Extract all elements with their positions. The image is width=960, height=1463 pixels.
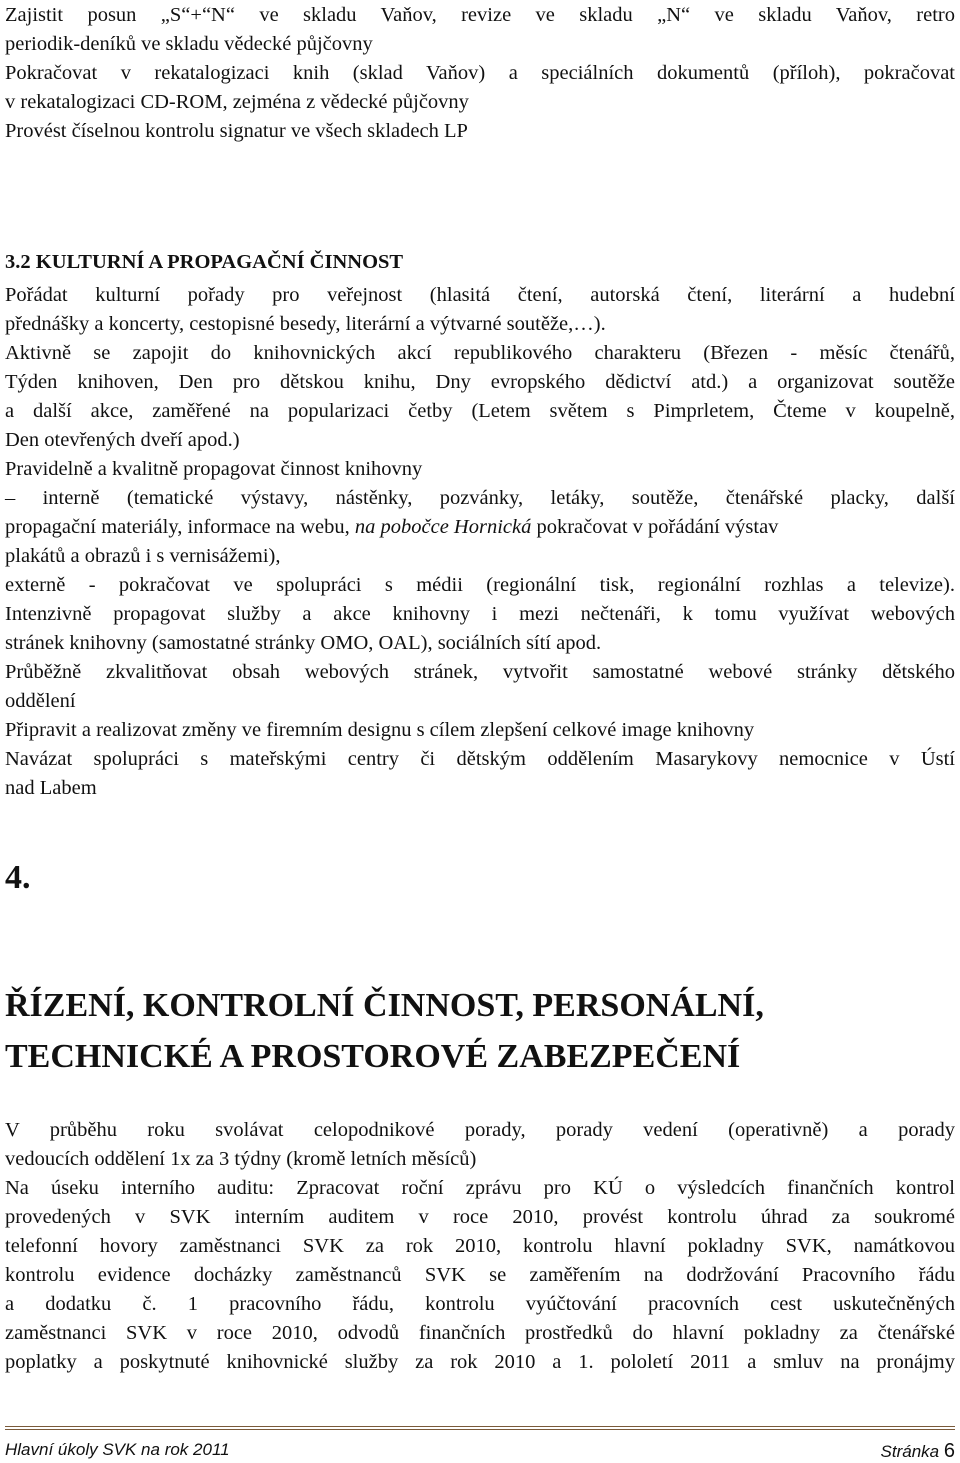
paragraph-line: nad Labem [5, 777, 97, 799]
section-3-2 [5, 248, 955, 803]
paragraph-line: stránek knihovny (samostatné stránky OMO, OAL), sociálních sítí apod. [5, 632, 602, 654]
paragraph-line: Pravidelně a kvalitně propagovat činnost knihovny [5, 458, 423, 480]
paragraph-line: Týden knihoven, Den pro dětskou knihu, Dny evropského dědictví atd.) a organizovat soutěže [5, 371, 955, 393]
italic-text: na pobočce Hornická [354, 516, 532, 538]
paragraph-line: externě - pokračovat ve spolupráci s médii (regionální tisk, regionální rozhlas a televize). [5, 574, 955, 596]
paragraph-line: a dodatku č. 1 pracovního řádu, kontrolu vyúčtování pracovních cest uskutečněných [5, 1293, 955, 1315]
chapter-title-line: TECHNICKÉ A PROSTOROVÉ ZABEZPEČENÍ [5, 1038, 741, 1075]
text-part: propagační materiály, informace na webu, [5, 516, 355, 538]
task-line: periodik-deníků ve skladu vědecké půjčovny [5, 33, 373, 55]
paragraph-line: plakátů a obrazů i s vernisážemi), [5, 545, 281, 567]
section-heading: 3.2 KULTURNÍ A PROPAGAČNÍ ČINNOST [5, 251, 404, 273]
task-line: v rekatalogizaci CD-ROM, zejména z vědecké půjčovny [5, 91, 469, 113]
chapter-number: 4. [5, 859, 31, 896]
task-line: Provést číselnou kontrolu signatur ve všech skladech LP [5, 120, 468, 142]
paragraph-line: přednášky a koncerty, cestopisné besedy, literární a výtvarné soutěže,…). [5, 313, 606, 335]
paragraph-line: V průběhu roku svolávat celopodnikové porady, porady vedení (operativně) a porady [5, 1119, 955, 1141]
paragraph-line: Intenzivně propagovat služby a akce knihovny i mezi nečtenáři, k tomu využívat webových [5, 603, 955, 625]
footer-divider [5, 1429, 955, 1430]
paragraph-line: kontrolu evidence docházky zaměstnanců SVK se zaměřením na dodržování Pracovního řádu [5, 1264, 955, 1286]
footer-page-word: Stránka [880, 1442, 940, 1461]
top-task-list [5, 1, 955, 146]
paragraph-line: Pořádat kulturní pořady pro veřejnost (hlasitá čtení, autorská čtení, literární a hudební [5, 284, 955, 306]
paragraph-line: – interně (tematické výstavy, nástěnky, pozvánky, letáky, soutěže, čtenářské placky, další [5, 487, 955, 509]
paragraph-line: a další akce, zaměřené na popularizaci četby (Letem světem s Pimprletem, Čteme v koupelně, [5, 400, 955, 422]
paragraph-line: Na úseku interního auditu: Zpracovat roční zprávu pro KÚ o výsledcích finančních kontrol [5, 1177, 955, 1199]
paragraph-line: Den otevřených dveří apod.) [5, 429, 240, 451]
paragraph-line: zaměstnanci SVK v roce 2010, odvodů finančních prostředků do hlavní pokladny za čtenářské [5, 1322, 955, 1344]
footer-page-number: 6 [943, 1440, 955, 1462]
paragraph-line: Připravit a realizovat změny ve firemním designu s cílem zlepšení celkové image knihovny [5, 719, 755, 741]
page-footer [5, 1440, 955, 1463]
footer-document-title: Hlavní úkoly SVK na rok 2011 [5, 1440, 230, 1459]
chapter-title-line: ŘÍZENÍ, KONTROLNÍ ČINNOST, PERSONÁLNÍ, [5, 987, 764, 1024]
task-line: Zajistit posun „S“+“N“ ve skladu Vaňov, revize ve skladu „N“ ve skladu Vaňov, retro [5, 4, 955, 26]
paragraph-line: Aktivně se zapojit do knihovnických akcí republikového charakteru (Březen - měsíc čtenářů, [5, 342, 955, 364]
footer-divider [5, 1426, 955, 1427]
paragraph-line: Průběžně zkvalitňovat obsah webových stránek, vytvořit samostatné webové stránky dětského [5, 661, 955, 683]
paragraph-line: poplatky a poskytnuté knihovnické služby za rok 2010 a 1. pololetí 2011 a smluv na pronájmy [5, 1351, 955, 1373]
paragraph-line-mixed [5, 513, 955, 542]
paragraph-line: oddělení [5, 690, 76, 712]
paragraph-line: provedených v SVK interním auditem v roce 2010, provést kontrolu úhrad za soukromé [5, 1206, 955, 1228]
text-part: pokračovat v pořádání výstav [531, 516, 779, 538]
task-line: Pokračovat v rekatalogizaci knih (sklad Vaňov) a speciálních dokumentů (příloh), pokračovat [5, 62, 955, 84]
footer-page-label [881, 1440, 955, 1463]
section-4-body [5, 1116, 955, 1377]
paragraph-line: telefonní hovory zaměstnanci SVK za rok 2010, kontrolu hlavní pokladny SVK, namátkovou [5, 1235, 955, 1257]
chapter-title [5, 980, 955, 1082]
paragraph-line: vedoucích oddělení 1x za 3 týdny (kromě letních měsíců) [5, 1148, 477, 1170]
paragraph-line: Navázat spolupráci s mateřskými centry či dětským oddělením Masarykovy nemocnice v Ústí [5, 748, 955, 770]
